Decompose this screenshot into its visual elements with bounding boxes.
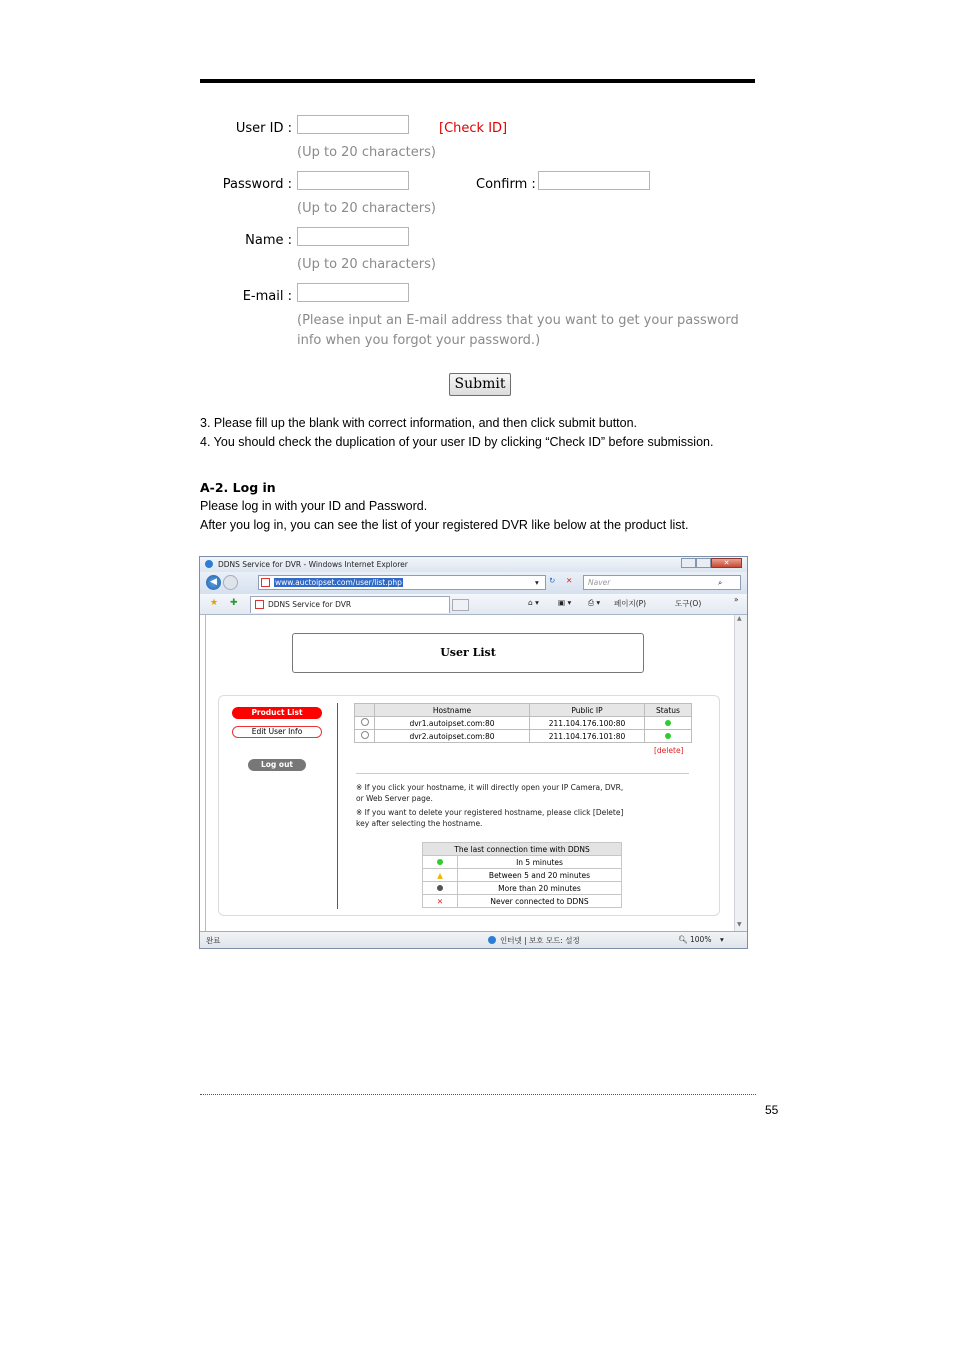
green-dot-icon	[437, 859, 443, 865]
status-green-icon	[665, 720, 671, 726]
scroll-up-icon[interactable]: ▲	[737, 615, 742, 622]
add-favorites-icon[interactable]: ✚	[230, 598, 238, 608]
header-status: Status	[645, 704, 692, 717]
window-title: DDNS Service for DVR - Windows Internet Explorer	[218, 560, 408, 569]
table-row	[355, 730, 692, 743]
email-hint-2: info when you forgot your password.)	[297, 333, 541, 348]
address-dropdown-icon[interactable]: ▾	[535, 578, 539, 587]
table-header-row	[355, 704, 692, 717]
email-input[interactable]	[297, 283, 409, 302]
search-input[interactable]	[583, 575, 741, 590]
page-number: 55	[765, 1103, 779, 1117]
site-favicon-icon	[261, 578, 270, 587]
minimize-icon[interactable]	[681, 558, 696, 568]
note-1b: or Web Server page.	[356, 794, 433, 803]
forward-icon[interactable]	[223, 575, 238, 590]
favorites-star-icon[interactable]: ★	[210, 598, 219, 608]
submit-button[interactable]: Submit	[449, 373, 511, 396]
page-menu[interactable]: 페이지(P)	[614, 599, 647, 608]
tab-title: DDNS Service for DVR	[268, 600, 352, 609]
status-bar	[200, 931, 747, 949]
name-hint: (Up to 20 characters)	[297, 257, 436, 272]
logout-button[interactable]: Log out	[248, 759, 306, 771]
product-table	[354, 703, 692, 743]
step-3-text: 3. Please fill up the blank with correct information, and then click submit button.	[200, 416, 638, 430]
public-ip: 211.104.176.100:80	[530, 717, 645, 730]
legend-table	[422, 842, 622, 908]
delete-link[interactable]: [delete]	[654, 746, 684, 755]
feeds-icon[interactable]: ▣ ▾	[558, 598, 572, 607]
vertical-scrollbar[interactable]	[734, 615, 747, 931]
email-label: E-mail :	[242, 289, 292, 304]
legend-item: Never connected to DDNS	[458, 895, 622, 908]
section-heading: A-2. Log in	[200, 480, 276, 495]
tab-favicon-icon	[255, 600, 264, 609]
address-input[interactable]	[258, 575, 546, 590]
check-id-link[interactable]: [Check ID]	[439, 121, 508, 136]
tab-ddns[interactable]	[250, 596, 450, 613]
url-text: www.auctoipset.com/user/list.php	[275, 578, 402, 587]
product-list-button[interactable]: Product List	[232, 707, 322, 719]
status-text: 완료	[206, 936, 221, 945]
password-input[interactable]	[297, 171, 409, 190]
refresh-icon[interactable]: ↻	[549, 576, 556, 585]
red-x-icon: ✕	[436, 896, 444, 906]
search-icon[interactable]: ⌕	[718, 578, 723, 587]
row-radio[interactable]	[361, 718, 369, 726]
tab-bar	[200, 594, 747, 615]
chevron-right-icon[interactable]: »	[734, 595, 739, 604]
email-hint-1: (Please input an E-mail address that you want to get your password	[297, 313, 739, 328]
note-2a: ※ If you want to delete your registered hostname, please click [Delete]	[356, 808, 624, 817]
tools-menu[interactable]: 도구(O)	[675, 599, 702, 608]
zoom-level[interactable]: 100%	[690, 935, 712, 944]
name-label: Name :	[245, 233, 292, 248]
stop-icon[interactable]: ✕	[566, 576, 573, 585]
scroll-down-icon[interactable]: ▼	[737, 921, 742, 928]
user-id-hint: (Up to 20 characters)	[297, 145, 436, 160]
password-hint: (Up to 20 characters)	[297, 201, 436, 216]
header-public-ip: Public IP	[530, 704, 645, 717]
row-radio[interactable]	[361, 731, 369, 739]
login-paragraph-1: Please log in with your ID and Password.	[200, 499, 428, 513]
public-ip: 211.104.176.101:80	[530, 730, 645, 743]
note-1a: ※ If you click your hostname, it will directly open your IP Camera, DVR,	[356, 783, 624, 792]
user-list-title: User List	[292, 633, 644, 673]
table-row	[355, 717, 692, 730]
page-content	[205, 615, 736, 931]
legend-title: The last connection time with DDNS	[423, 843, 622, 856]
gray-dot-icon	[437, 885, 443, 891]
status-green-icon	[665, 733, 671, 739]
step-4-text: 4. You should check the duplication of your user ID by clicking “Check ID” before submission.	[200, 435, 714, 449]
ie-icon	[205, 560, 213, 568]
address-bar-row	[200, 572, 747, 594]
new-tab-button[interactable]	[452, 599, 469, 611]
legend-item: More than 20 minutes	[458, 882, 622, 895]
search-placeholder: Naver	[588, 578, 611, 587]
zoom-dropdown-icon[interactable]: ▾	[720, 935, 724, 944]
top-rule	[200, 79, 755, 83]
home-icon[interactable]: ⌂ ▾	[528, 598, 539, 607]
user-id-label: User ID :	[235, 121, 292, 136]
hostname-link[interactable]: dvr2.autoipset.com:80	[375, 730, 530, 743]
title-bar	[200, 557, 747, 572]
edit-user-info-button[interactable]: Edit User Info	[232, 726, 322, 738]
hostname-link[interactable]: dvr1.autoipset.com:80	[375, 717, 530, 730]
legend-item: In 5 minutes	[458, 856, 622, 869]
user-id-input[interactable]	[297, 115, 409, 134]
zoom-icon[interactable]: 🔍︎	[678, 935, 688, 944]
vertical-divider	[337, 703, 338, 909]
login-paragraph-2: After you log in, you can see the list of your registered DVR like below at the product list.	[200, 518, 689, 532]
confirm-input[interactable]	[538, 171, 650, 190]
yellow-triangle-icon: ▲	[437, 870, 443, 880]
security-zone: 인터넷 | 보호 모드: 설정	[500, 936, 580, 945]
footer-rule	[200, 1094, 756, 1095]
maximize-icon[interactable]	[696, 558, 711, 568]
legend-item: Between 5 and 20 minutes	[458, 869, 622, 882]
header-hostname: Hostname	[375, 704, 530, 717]
print-icon[interactable]: ⎙ ▾	[588, 598, 601, 607]
note-2b: key after selecting the hostname.	[356, 819, 483, 828]
confirm-label: Confirm :	[476, 177, 536, 192]
close-icon[interactable]: ✕	[711, 558, 742, 568]
browser-screenshot	[199, 556, 748, 949]
name-input[interactable]	[297, 227, 409, 246]
globe-icon	[488, 936, 496, 944]
notes-divider	[356, 773, 689, 774]
password-label: Password :	[222, 177, 292, 192]
back-icon[interactable]: ◀	[206, 575, 221, 590]
